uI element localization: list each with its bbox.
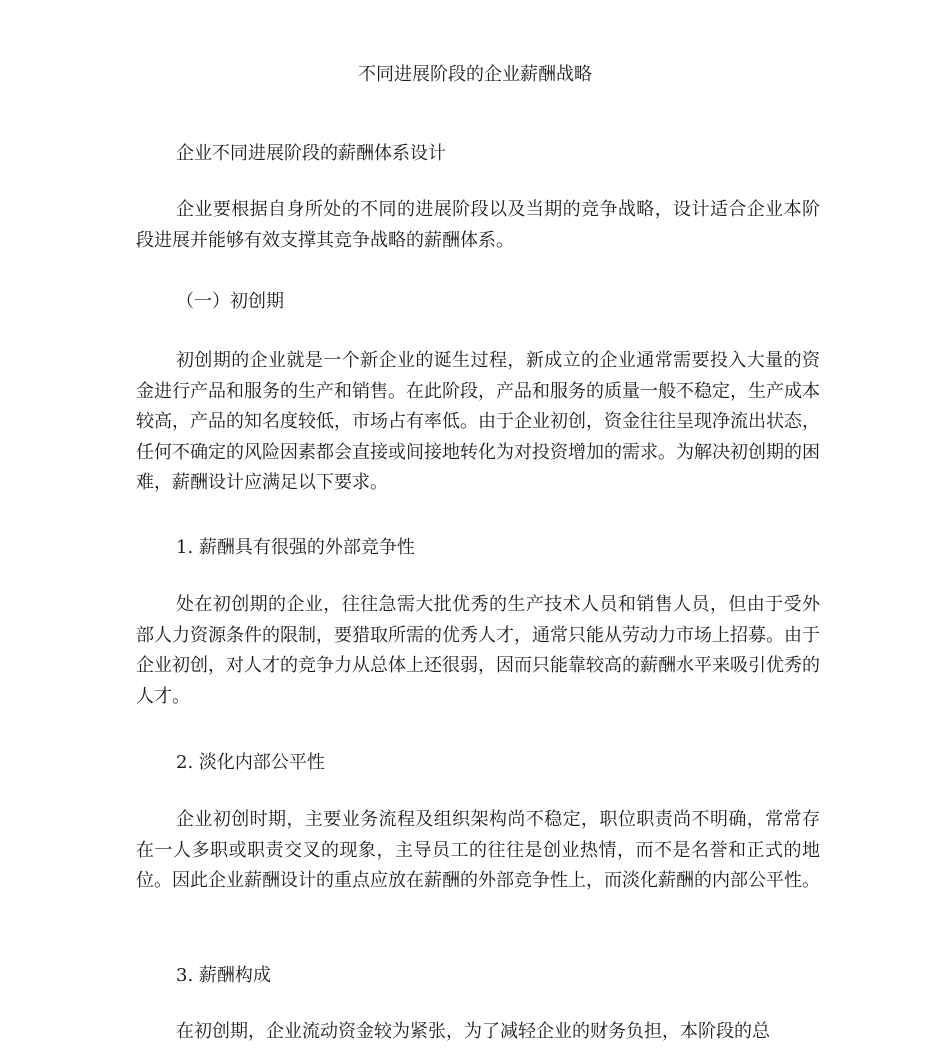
paragraph-4 (136, 1017, 820, 1048)
document-title: 不同进展阶段的企业薪酬战略 (358, 64, 592, 85)
paragraph-3 (136, 805, 820, 897)
section-heading: 企业不同进展阶段的薪酬体系设计 (176, 143, 446, 164)
paragraph-1 (136, 346, 820, 499)
intro-paragraph (136, 195, 820, 256)
paragraph-text: 初创期的企业就是一个新企业的诞生过程，新成立的企业通常需要投入大量的资金进行产品和服务的生产和销售。在此阶段，产品和服务的质量一般不稳定，生产成本较高，产品的知名度较低，市场占有率低。由于企业初创，资金往往呈现净流出状态，任何不确定的风险因素都会直接或间接地转化为对投资增加的需求。为解决初创期的困难，薪酬设计应满足以下要求。 (136, 350, 820, 493)
paragraph-text: 企业要根据自身所处的不同的进展阶段以及当期的竞争战略，设计适合企业本阶段进展并能够有效支撑其竞争战略的薪酬体系。 (136, 199, 820, 251)
paragraph-2 (136, 590, 820, 712)
subsection-heading: （一）初创期 (176, 291, 284, 312)
paragraph-text: 在初创期，企业流动资金较为紧张，为了减轻企业的财务负担，本阶段的总 (176, 1021, 770, 1042)
list-item-3-heading: 3. 薪酬构成 (176, 965, 271, 986)
paragraph-text: 处在初创期的企业，往往急需大批优秀的生产技术人员和销售人员，但由于受外部人力资源条件的限制，要猎取所需的优秀人才，通常只能从劳动力市场上招募。由于企业初创，对人才的竞争力从总体上还很弱，因而只能靠较高的薪酬水平来吸引优秀的人才。 (136, 594, 820, 707)
list-item-1-heading: 1. 薪酬具有很强的外部竞争性 (176, 537, 415, 558)
paragraph-text: 企业初创时期，主要业务流程及组织架构尚不稳定，职位职责尚不明确，常常存在一人多职或职责交叉的现象，主导员工的往往是创业热情，而不是名誉和正式的地位。因此企业薪酬设计的重点应放在薪酬的外部竞争性上，而淡化薪酬的内部公平性。 (136, 809, 820, 891)
list-item-2-heading: 2. 淡化内部公平性 (176, 752, 325, 773)
